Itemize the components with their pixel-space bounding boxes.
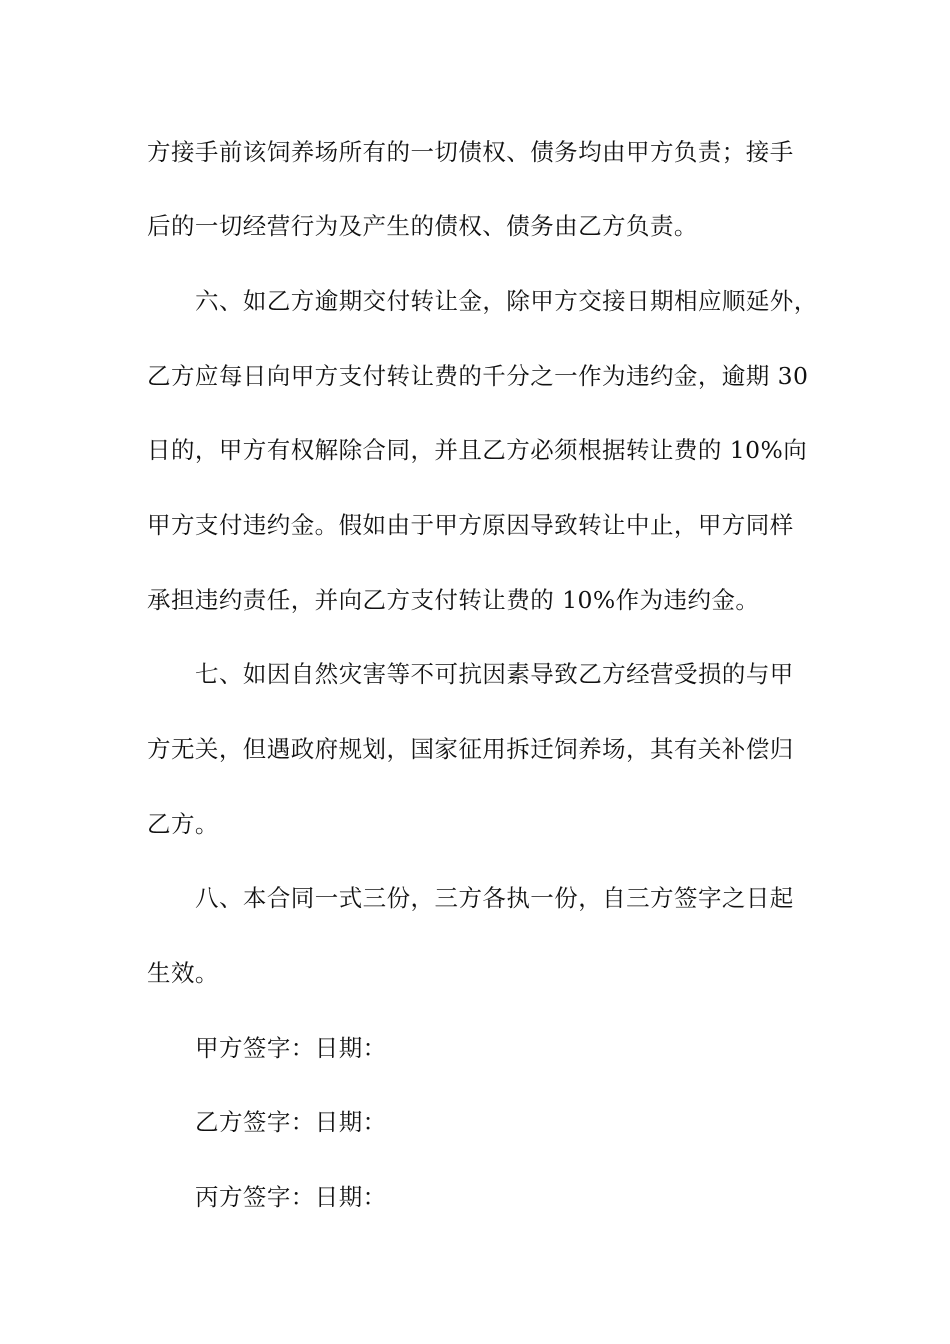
text-line: 方无关，但遇政府规划，国家征用拆迁饲养场，其有关补偿归 — [147, 735, 794, 763]
text-line: 后的一切经营行为及产生的债权、债务由乙方负责。 — [147, 212, 698, 240]
text-line: 承担违约责任，并向乙方支付转让费的 10%作为违约金。 — [147, 586, 760, 614]
text-line: 方接手前该饲养场所有的一切债权、债务均由甲方负责；接手 — [147, 138, 794, 166]
text-line: 乙方应每日向甲方支付转让费的千分之一作为违约金，逾期 30 — [147, 362, 809, 390]
text-line: 生效。 — [147, 959, 219, 987]
text-line: 甲方支付违约金。假如由于甲方原因导致转让中止，甲方同样 — [147, 511, 794, 539]
text-line: 七、如因自然灾害等不可抗因素导致乙方经营受损的与甲 — [195, 660, 794, 688]
text-line: 乙方。 — [147, 810, 219, 838]
signature-line-party-a: 甲方签字：日期： — [195, 1034, 387, 1062]
signature-line-party-b: 乙方签字：日期： — [195, 1108, 387, 1136]
signature-line-party-c: 丙方签字：日期： — [195, 1183, 387, 1211]
text-line: 日的，甲方有权解除合同，并且乙方必须根据转让费的 10%向 — [147, 436, 808, 464]
text-line: 八、本合同一式三份，三方各执一份，自三方签字之日起 — [195, 884, 794, 912]
text-line: 六、如乙方逾期交付转让金，除甲方交接日期相应顺延外， — [195, 287, 818, 315]
